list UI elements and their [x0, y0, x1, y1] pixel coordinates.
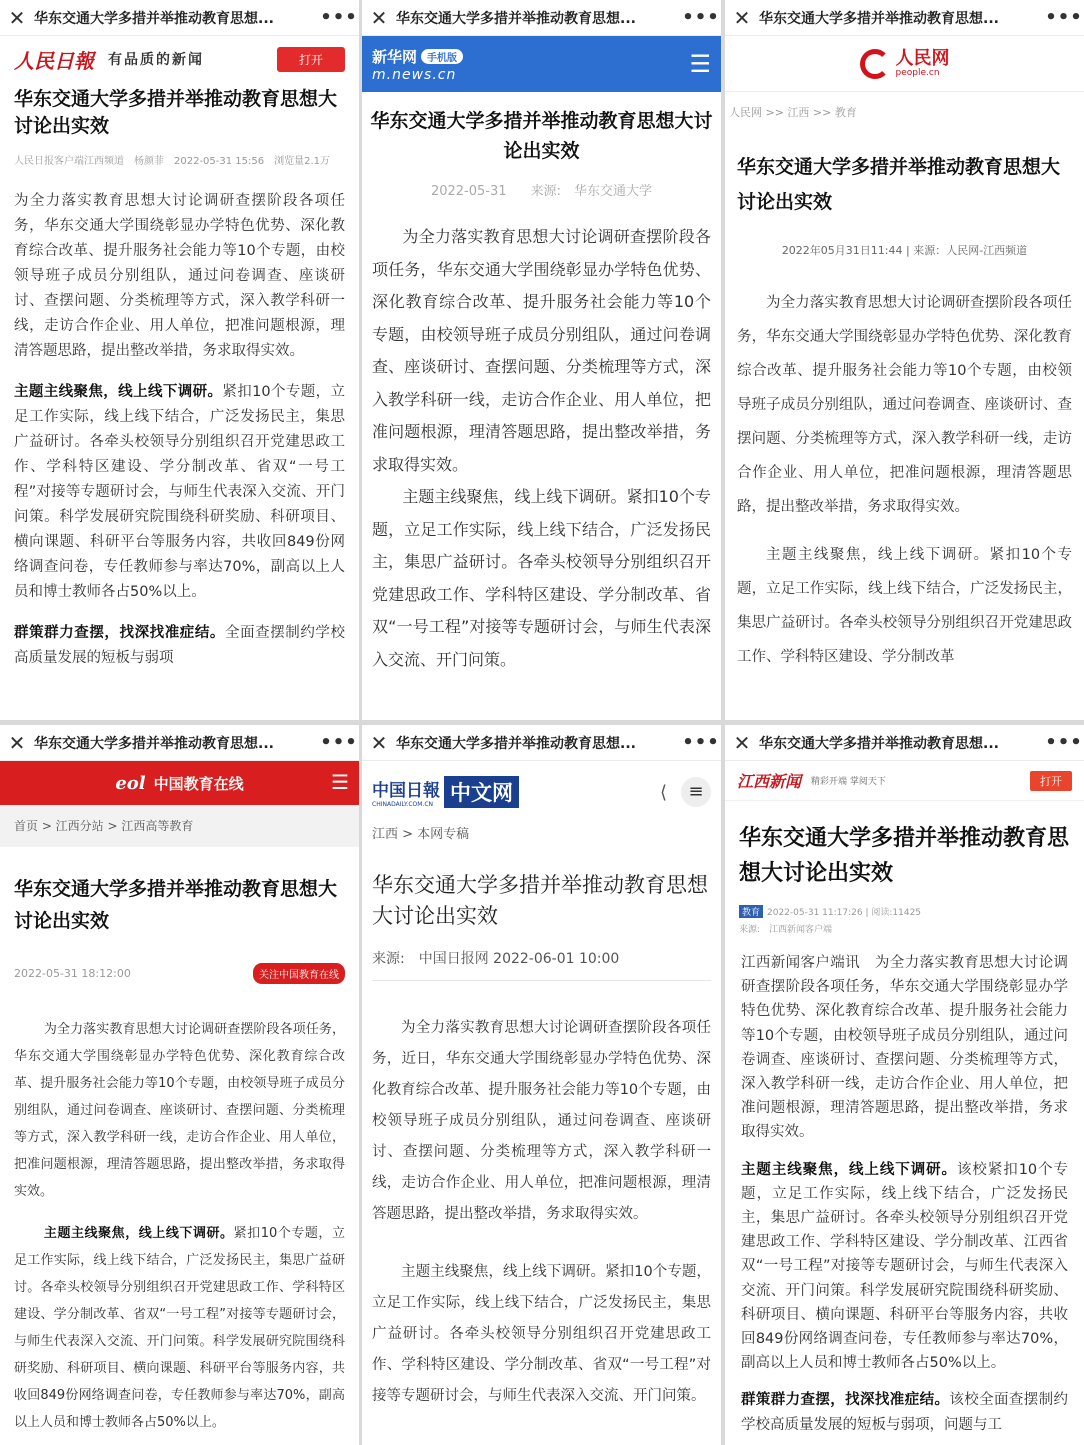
logo-mark-icon: [860, 49, 890, 79]
browser-topbar: [362, 0, 721, 36]
site-slogan: 有品质的新闻: [108, 52, 204, 68]
open-app-button[interactable]: 打开: [1030, 771, 1072, 791]
paragraph-text: 该校紧扣10个专题，立足工作实际，线上线下结合，广泛发扬民主，集思广益研讨。各牵头校领导分别组织召开党建思政工作、学科特区建设、学分制改革、江西省双“一号工程”对接等专题研讨会，与师生代表深入交流、开门问策。科学发展研究院围绕科研奖励、科研项目、横向课题、科研平台等服务内容，共收回849份网络调查问卷，专任教师参与率达70%，副高以上人员和博士教师各占50%以上。: [741, 1161, 1068, 1372]
site-header: [725, 761, 1084, 801]
logo-url: m.news.cn: [372, 66, 457, 83]
people-daily-logo: 人民日報: [14, 48, 94, 73]
paragraph: 为全力落实教育思想大讨论调研查摆阶段各项任务，华东交通大学围绕彰显办学特色优势、深化教育综合改革、提升服务社会能力等10个专题，由校领导班子成员分别组队，通过问卷调查、座谈研讨、查摆问题、分类梳理等方式，深入教学科研一线，走访合作企业、用人单位，把准问题根源，理清答题思路，提出整改举措，务求取得实效。: [14, 193, 345, 359]
browser-topbar: [0, 0, 359, 36]
screenshot-people-cn: [725, 0, 1084, 720]
site-header: [725, 36, 1084, 92]
article-source: 来源: 江西新闻客户端: [739, 925, 833, 935]
article-headline: 华东交通大学多措并举推动教育思想大讨论出实效: [14, 878, 338, 932]
site-slogan: 精彩开端 掌阅天下: [811, 777, 886, 787]
jiangxi-news-logo: 江西新闻: [737, 772, 802, 791]
paragraph-lead: 主题主线聚焦，线上线下调研。: [43, 1226, 234, 1241]
more-icon[interactable]: •••: [320, 732, 358, 753]
browser-topbar: [725, 0, 1084, 36]
tab-title: 华东交通大学多措并举推动教育思想...: [759, 10, 999, 27]
xinhua-logo[interactable]: [372, 46, 463, 83]
paragraph-lead: 主题主线聚焦，线上线下调研。: [741, 1161, 957, 1178]
article-body: [362, 981, 721, 1412]
paragraph: [741, 1388, 1068, 1436]
share-icon[interactable]: ⟨: [659, 781, 667, 803]
article-date: 2022-05-31: [430, 184, 507, 199]
screenshot-xinhua: [362, 0, 721, 720]
paragraph-text: 该校全面查摆制约学校高质量发展的短板与弱项，问题与工: [741, 1392, 1069, 1433]
article-headline: 华东交通大学多措并举推动教育思想大讨论出实效: [370, 110, 713, 162]
article-source: 来源: 华东交通大学: [530, 184, 653, 199]
article-headline: 华东交通大学多措并举推动教育思想大讨论出实效: [739, 826, 1070, 886]
screenshot-people-daily: [0, 0, 359, 720]
article-body: [362, 199, 721, 676]
article-headline: 华东交通大学多措并举推动教育思想大讨论出实效: [14, 88, 338, 137]
site-header: [362, 761, 721, 823]
paragraph: 为全力落实教育思想大讨论调研查摆阶段各项任务，近日，华东交通大学围绕彰显办学特色优势、深化教育综合改革、提升服务社会能力等10个专题，由校领导班子成员分别组队，通过问卷调查、座谈研讨、查摆问题、分类梳理等方式，深入教学科研一线，走访合作企业、用人单位，把准问题根源，理清答题思路，提出整改举措，务求取得实效。: [372, 1020, 711, 1222]
site-header: [0, 761, 359, 805]
tab-title: 华东交通大学多措并举推动教育思想...: [396, 735, 636, 752]
article-meta: [362, 166, 721, 199]
paragraph-lead: 群策群力查摆，找深找准症结。: [14, 625, 225, 641]
close-icon[interactable]: ✕: [733, 730, 751, 755]
tab-title: 华东交通大学多措并举推动教育思想...: [34, 10, 274, 27]
mobile-badge: 手机版: [421, 49, 463, 64]
paragraph: 为全力落实教育思想大讨论调研查摆阶段各项任务，华东交通大学围绕彰显办学特色优势、深化教育综合改革、提升服务社会能力等10个专题，由校领导班子成员分别组队，通过问卷调查、座谈研讨、查摆问题、分类梳理等方式，深入教学科研一线，走访合作企业、用人单位，把准问题根源，理清答题思路，提出整改举措，务求取得实效。: [14, 1022, 345, 1199]
article-meta: 来源: 中国日报网 2022-06-01 10:00: [372, 948, 711, 981]
paragraph: [14, 380, 345, 605]
more-icon[interactable]: •••: [682, 7, 720, 28]
close-icon[interactable]: ✕: [370, 5, 388, 30]
close-icon[interactable]: ✕: [370, 730, 388, 755]
paragraph: 为全力落实教育思想大讨论调研查摆阶段各项任务，华东交通大学围绕彰显办学特色优势、深化教育综合改革、提升服务社会能力等10个专题，由校领导班子成员分别组队，通过问卷调查、座谈研讨、查摆问题、分类梳理等方式，深入教学科研一线，走访合作企业、用人单位，把准问题根源，理清答题思路，提出整改举措，务求取得实效。: [737, 295, 1072, 515]
open-app-button[interactable]: 打开: [277, 47, 345, 72]
eol-logo[interactable]: [115, 773, 243, 794]
article-headline: 华东交通大学多措并举推动教育思想大讨论出实效: [737, 156, 1061, 213]
more-icon[interactable]: •••: [320, 7, 358, 28]
menu-icon[interactable]: ☰: [331, 770, 349, 794]
logo-name: 新华网: [372, 47, 418, 66]
paragraph-lead: 主题主线聚焦，线上线下调研。: [14, 384, 223, 400]
tab-title: 华东交通大学多措并举推动教育思想...: [759, 735, 999, 752]
article-body: [725, 258, 1084, 674]
close-icon[interactable]: ✕: [733, 5, 751, 30]
breadcrumb[interactable]: 人民网 >> 江西 >> 教育: [729, 106, 857, 119]
menu-icon[interactable]: ☰: [689, 50, 711, 78]
paragraph-lead: 群策群力查摆，找深找准症结。: [741, 1392, 950, 1409]
more-icon[interactable]: •••: [682, 732, 720, 753]
browser-topbar: [0, 725, 359, 761]
follow-button[interactable]: 关注中国教育在线: [253, 963, 345, 984]
article-body: [0, 984, 359, 1436]
article-date: 2022-05-31 18:12:00: [14, 967, 131, 980]
browser-topbar: [362, 725, 721, 761]
logo-name: 中国日報: [372, 781, 440, 801]
paragraph-text: 全面查摆制约学校高质量发展的短板与弱项: [14, 625, 345, 666]
paragraph: [14, 1220, 345, 1436]
chinadaily-logo[interactable]: [372, 776, 519, 808]
more-icon[interactable]: •••: [1045, 7, 1083, 28]
article-meta: [725, 891, 1084, 918]
logo-url: CHINADAILY.COM.CN: [372, 801, 434, 808]
paragraph-text: 紧扣10个专题，立足工作实际，线上线下结合，广泛发扬民主，集思广益研讨。各牵头校领导分别组织召开党建思政工作、学科特区建设、学分制改革、省双“一号工程”对接等专题研讨会，与师生代表深入交流、开门问策。科学发展研究院围绕科研奖励、科研项目、横向课题、科研平台等服务内容，共收回849份网络调查问卷，专任教师参与率达70%，副高以上人员和博士教师各占50%以上。: [14, 384, 346, 600]
article-body: [0, 167, 359, 671]
article-date-views: 2022-05-31 11:17:26 | 阅读:11425: [767, 908, 922, 918]
logo-chinese-site: 中文网: [444, 776, 519, 808]
browser-topbar: [725, 725, 1084, 761]
paragraph: 主题主线聚焦，线上线下调研。紧扣10个专题，立足工作实际，线上线下结合，广泛发扬民主，集思广益研讨。各牵头校领导分别组织召开党建思政工作、学科特区建设、学分制改革、省双“一号工程”对接等专题研讨会，与师生代表深入交流、开门问策。: [372, 487, 711, 669]
category-tag[interactable]: 教育: [739, 905, 763, 918]
breadcrumb[interactable]: 江西 > 本网专稿: [372, 827, 470, 842]
article-meta: [0, 937, 359, 984]
paragraph: 主题主线聚焦，线上线下调研。紧扣10个专题，立足工作实际，线上线下结合，广泛发扬民主，集思广益研讨。各牵头校领导分别组织召开党建思政工作、学科特区建设、学分制改革: [737, 547, 1072, 665]
more-icon[interactable]: •••: [1045, 732, 1083, 753]
screenshot-jiangxi-news: [725, 725, 1084, 1445]
menu-icon[interactable]: ≡: [681, 777, 711, 807]
article-headline: 华东交通大学多措并举推动教育思想大讨论出实效: [372, 873, 708, 928]
paragraph: 为全力落实教育思想大讨论调研查摆阶段各项任务，华东交通大学围绕彰显办学特色优势、深化教育综合改革、提升服务社会能力等10个专题，由校领导班子成员分别组队，通过问卷调查、座谈研讨、查摆问题、分类梳理等方式，深入教学科研一线，走访合作企业、用人单位，把准问题根源，理清答题思路，提出整改举措，务求取得实效。: [372, 227, 711, 474]
tab-title: 华东交通大学多措并举推动教育思想...: [396, 10, 636, 27]
paragraph: [741, 1158, 1068, 1376]
breadcrumb[interactable]: 首页 > 江西分站 > 江西高等教育: [0, 805, 359, 847]
logo-url: people.cn: [895, 67, 940, 78]
article-body: [725, 935, 1084, 1437]
site-header: [362, 36, 721, 92]
logo-name: 人民网: [895, 47, 950, 69]
tab-title: 华东交通大学多措并举推动教育思想...: [34, 735, 274, 752]
paragraph-text: 紧扣10个专题，立足工作实际，线上线下结合，广泛发扬民主，集思广益研讨。各牵头校领导分别组织召开党建思政工作、学科特区建设、学分制改革、省双“一号工程”对接等专题研讨会，与师生代表深入交流、开门问策。科学发展研究院围绕科研奖励、科研项目、横向课题、科研平台等服务内容，共收回849份网络调查问卷，专任教师参与率达70%，副高以上人员和博士教师各占50%以上。: [14, 1226, 345, 1430]
article-meta: 人民日报客户端江西频道 杨颜菲 2022-05-31 15:56 浏览量2.1万: [14, 156, 331, 167]
paragraph: [14, 621, 345, 671]
site-header: [0, 36, 359, 82]
screenshot-chinadaily: [362, 725, 721, 1445]
people-cn-logo[interactable]: [860, 49, 950, 79]
close-icon[interactable]: ✕: [8, 5, 26, 30]
close-icon[interactable]: ✕: [8, 730, 26, 755]
paragraph: 主题主线聚焦，线上线下调研。紧扣10个专题，立足工作实际，线上线下结合，广泛发扬民主，集思广益研讨。各牵头校领导分别组织召开党建思政工作、学科特区建设、学分制改革、省双“一号工程”对接等专题研讨会，与师生代表深入交流、开门问策。: [372, 1264, 711, 1404]
logo-mark: eol: [115, 772, 146, 794]
screenshot-eol: [0, 725, 359, 1445]
article-meta: 2022年05月31日11:44 | 来源：人民网-江西频道: [781, 244, 1028, 257]
logo-name: 中国教育在线: [153, 774, 244, 793]
paragraph: 江西新闻客户端讯 为全力落实教育思想大讨论调研查摆阶段各项任务，华东交通大学围绕彰显办学特色优势、深化教育综合改革、提升服务社会能力等10个专题，由校领导班子成员分别组队，通过问卷调查、座谈研讨、查摆问题、分类梳理等方式，深入教学科研一线，走访合作企业、用人单位，把准问题根源，理清答题思路，提出整改举措，务求取得实效。: [741, 955, 1068, 1141]
